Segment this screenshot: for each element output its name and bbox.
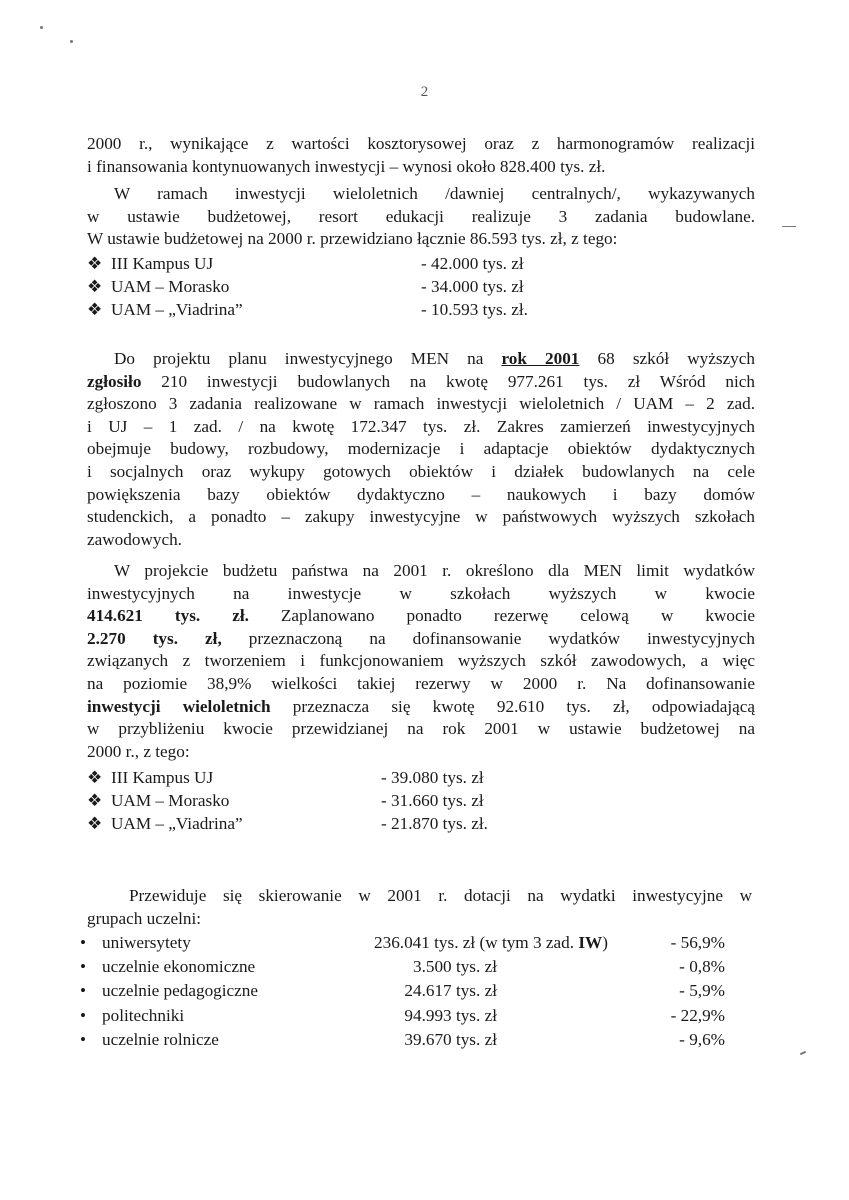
amount-text: 236.041 tys. zł (w tym 3 zad. [374, 933, 579, 952]
group-name: uczelnie pedagogiczne [102, 981, 259, 1000]
scan-mark [782, 226, 796, 227]
text-line: i UJ – 1 zad. / na kwotę 172.347 tys. zł. Zakres zamierzeń inwestycyjnych [87, 416, 755, 436]
item-name: UAM – Morasko [111, 791, 230, 810]
page-number: 2 [420, 84, 429, 100]
paragraph-2 [87, 183, 755, 251]
list-item [87, 253, 213, 276]
paragraph-1 [87, 133, 755, 178]
group-amount: 24.617 tys. zł [404, 981, 497, 1000]
group-percent: - 56,9% [670, 933, 725, 952]
item-name: III Kampus UJ [111, 768, 214, 787]
group-name: uczelnie ekonomiczne [102, 957, 256, 976]
bullet-icon: • [80, 957, 87, 976]
item-amount: - 10.593 tys. zł. [421, 300, 528, 319]
bold-text: IW [578, 933, 603, 952]
bold-text: 2.270 tys. zł, [87, 628, 222, 648]
group-name: uniwersytety [102, 933, 191, 952]
text-line: w ustawie budżetowej, resort edukacji realizuje 3 zadania budowlane. [87, 206, 755, 226]
paragraph-5 [87, 885, 752, 930]
text-line: grupach uczelni: [87, 908, 202, 928]
text-line [87, 605, 755, 628]
text-line: w przybliżeniu kwocie przewidzianej na rok 2001 w ustawie budżetowej na [87, 719, 755, 739]
bullet-icon: • [80, 1006, 87, 1025]
amount-text: ) [602, 933, 608, 952]
group-amount: 3.500 tys. zł [412, 957, 497, 976]
text-line [87, 348, 755, 371]
text-line: zawodowych. [87, 529, 182, 549]
text-line: Przewiduje się skierowanie w 2001 r. dotacji na wydatki inwestycyjne w [129, 886, 752, 905]
text-line: W projekcie budżetu państwa na 2001 r. określono dla MEN limit wydatków [114, 561, 755, 580]
text-line: 2000 r., wynikające z wartości kosztorysowej oraz z harmonogramów realizacji [87, 134, 755, 153]
item-amount: - 34.000 tys. zł [421, 277, 524, 296]
group-percent: - 9,6% [679, 1030, 725, 1049]
list-item [87, 790, 229, 813]
text-run: Do projektu planu inwestycyjnego MEN na [114, 349, 502, 368]
list-item [87, 767, 213, 790]
bold-text: zgłosiło [87, 371, 142, 391]
group-percent: - 5,9% [679, 981, 725, 1000]
text-run: 68 szkół wyższych [579, 349, 755, 368]
item-amount: - 39.080 tys. zł [381, 768, 484, 787]
text-line: na poziomie 38,9% wielkości takiej rezerwy w 2000 r. Na dofinansowanie [87, 673, 755, 693]
item-amount: - 31.660 tys. zł [381, 791, 484, 810]
diamond-bullet-icon: ❖ [87, 791, 103, 810]
text-line: i finansowania kontynuowanych inwestycji – wynosi około 828.400 tys. zł. [87, 156, 606, 176]
group-percent: - 0,8% [679, 957, 725, 976]
text-line [87, 371, 755, 394]
text-line [87, 628, 755, 651]
bullet-icon: • [80, 1030, 87, 1049]
list-item [80, 980, 258, 1003]
list-item [87, 813, 243, 836]
text-run: przeznaczoną na dofinansowanie wydatków inwestycyjnych [221, 628, 755, 648]
group-name: uczelnie rolnicze [102, 1030, 219, 1049]
bullet-icon: • [80, 933, 87, 952]
group-name: politechniki [102, 1006, 185, 1025]
diamond-bullet-icon: ❖ [87, 300, 103, 319]
text-line: powiększenia bazy obiektów dydaktyczno – naukowych i bazy domów [87, 484, 755, 504]
scan-mark [800, 1051, 806, 1055]
list-item [80, 956, 255, 979]
text-line: obejmuje budowy, rozbudowy, modernizacje i adaptacje obiektów dydaktycznych [87, 439, 755, 459]
text-run: przeznacza się kwotę 92.610 tys. zł, odpowiadającą [270, 696, 755, 716]
item-amount: - 42.000 tys. zł [421, 254, 524, 273]
group-percent: - 22,9% [670, 1006, 725, 1025]
item-amount: - 21.870 tys. zł. [381, 814, 488, 833]
list-item [80, 1005, 184, 1028]
list-item [87, 299, 243, 322]
group-amount [374, 932, 608, 955]
group-amount: 39.670 tys. zł [404, 1030, 497, 1049]
text-line [87, 696, 755, 719]
underlined-year: rok 2001 [501, 349, 580, 368]
bullet-icon: • [80, 981, 87, 1000]
text-line: i socjalnych oraz wykupy gotowych obiektów i działek budowlanych na cele [87, 461, 755, 481]
paragraph-3 [87, 348, 755, 551]
diamond-bullet-icon: ❖ [87, 277, 103, 296]
text-line: studenckich, a ponadto – zakupy inwestycyjne w państwowych wyższych szkołach [87, 507, 755, 527]
list-item [87, 276, 229, 299]
text-line: W ustawie budżetowej na 2000 r. przewidziano łącznie 86.593 tys. zł, z tego: [87, 229, 618, 249]
item-name: UAM – „Viadrina” [111, 814, 243, 833]
text-line: 2000 r., z tego: [87, 741, 190, 761]
bold-text: inwestycji wieloletnich [87, 696, 271, 716]
paragraph-4 [87, 560, 755, 763]
text-line: inwestycyjnych na inwestycje w szkołach wyższych w kwocie [87, 583, 755, 603]
item-name: UAM – Morasko [111, 277, 230, 296]
text-line: zgłoszono 3 zadania realizowane w ramach inwestycji wieloletnich / UAM – 2 zad. [87, 394, 755, 414]
item-name: UAM – „Viadrina” [111, 300, 243, 319]
scan-speck [70, 40, 73, 43]
list-item [80, 1029, 219, 1052]
scan-speck [40, 26, 43, 29]
text-line: związanych z tworzeniem i funkcjonowaniem wyższych szkół zawodowych, a więc [87, 651, 755, 671]
group-amount: 94.993 tys. zł [404, 1006, 497, 1025]
diamond-bullet-icon: ❖ [87, 814, 103, 833]
bold-text: 414.621 tys. zł. [87, 606, 249, 626]
text-run: Zaplanowano ponadto rezerwę celową w kwocie [248, 606, 755, 626]
diamond-bullet-icon: ❖ [87, 254, 103, 273]
diamond-bullet-icon: ❖ [87, 768, 103, 787]
list-item [80, 932, 191, 955]
item-name: III Kampus UJ [111, 254, 214, 273]
text-run: 210 inwestycji budowlanych na kwotę 977.261 tys. zł Wśród nich [141, 371, 755, 391]
text-line: W ramach inwestycji wieloletnich /dawniej centralnych/, wykazywanych [114, 184, 755, 203]
